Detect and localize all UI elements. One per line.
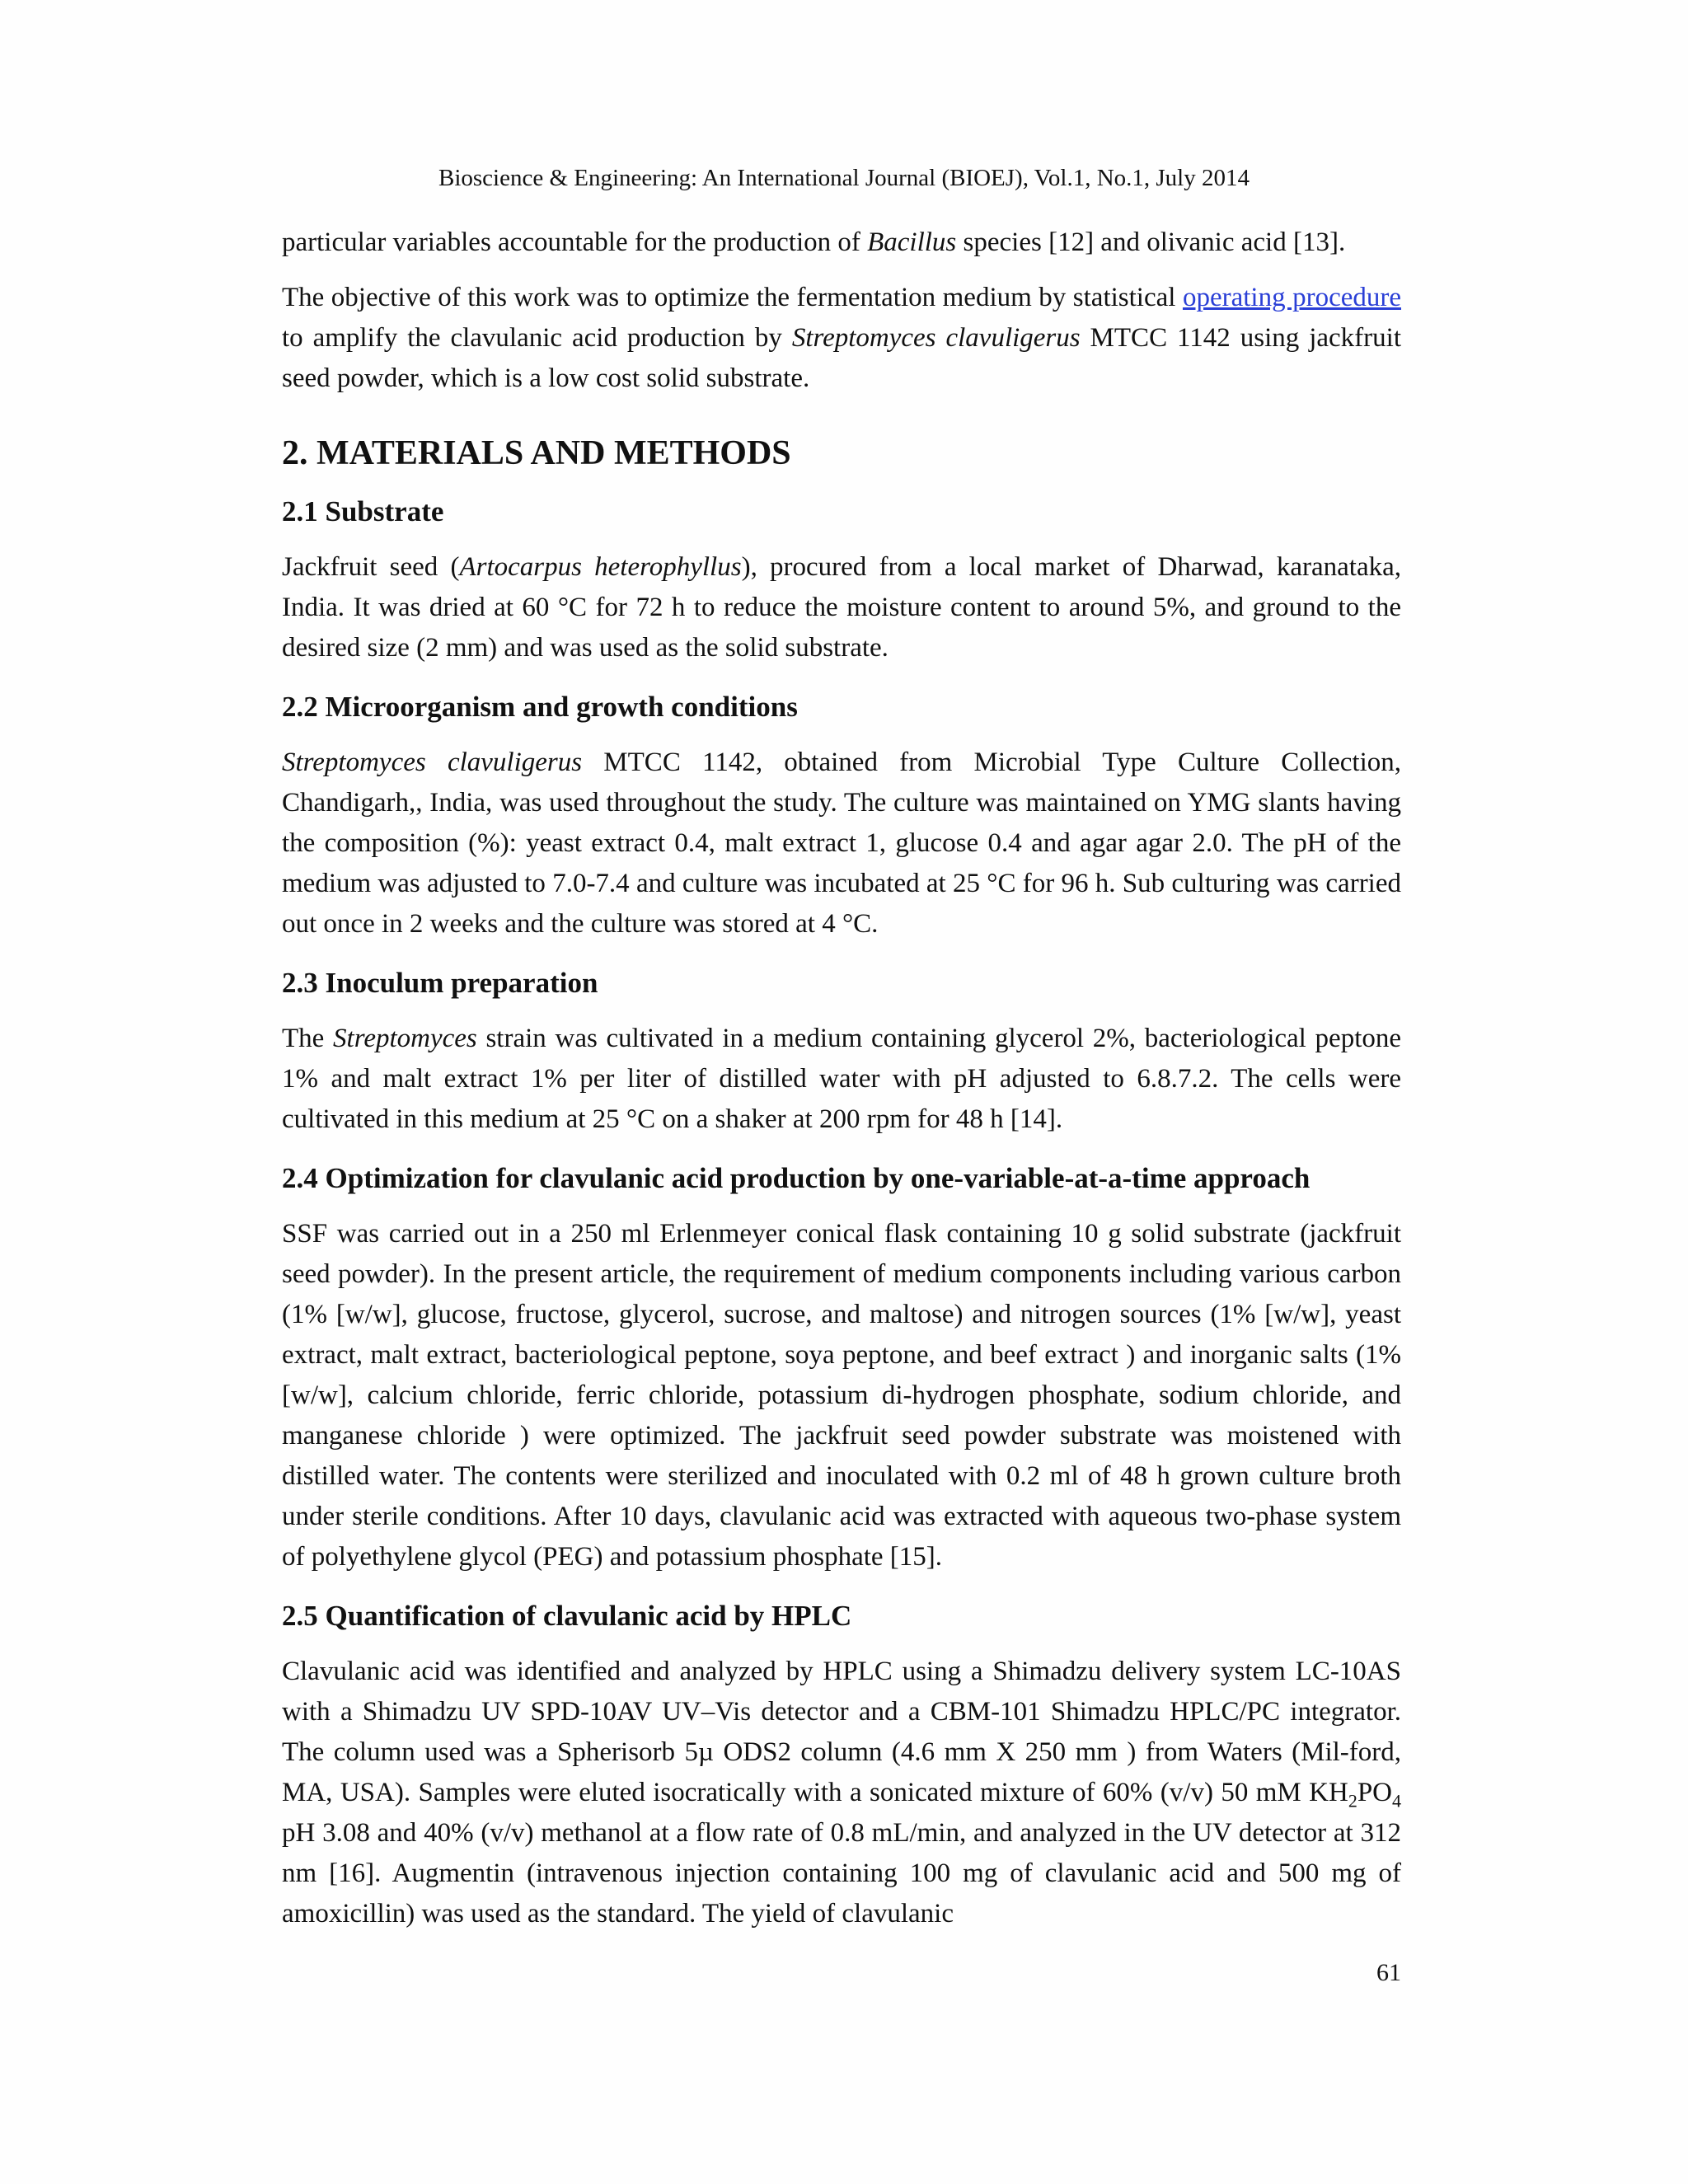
- italic-term: Bacillus: [867, 227, 957, 257]
- subscript: 2: [1348, 1790, 1357, 1811]
- page-number: 61: [1376, 1959, 1401, 1986]
- running-head: Bioscience & Engineering: An International Journal (BIOEJ), Vol.1, No.1, July 2014: [438, 165, 1250, 191]
- paragraph-objective: [282, 278, 1401, 399]
- text: pH 3.08 and 40% (v/v) methanol at a flow rate of 0.8 mL/min, and analyzed in the UV detector at 312 nm [16]. Augmentin (intravenous injection containing 100 mg of clavulanic acid and 500 mg of amoxicillin) was used as the standard. The yield of clavulanic: [282, 1818, 1401, 1929]
- text: MTCC 1142 using jackfruit seed powder, which is a low cost solid substrate.: [282, 323, 1401, 393]
- paragraph-optimization: SSF was carried out in a 250 ml Erlenmeyer conical flask containing 10 g solid substrate (jackfruit seed powder). In the present article, the requirement of medium components including various carbon (1% [w/w], glucose, fructose, glycerol, sucrose, and maltose) and nitrogen sources (1% [w/w], yeast extract, malt extract, bacteriological peptone, soya peptone, and beef extract ) and inorganic salts (1% [w/w], calcium chloride, ferric chloride, potassium di-hydrogen phosphate, sodium chloride, and manganese chloride ) were optimized. The jackfruit seed powder substrate was moistened with distilled water. The contents were sterilized and inoculated with 0.2 ml of 48 h grown culture broth under sterile conditions. After 10 days, clavulanic acid was extracted with aqueous two-phase system of polyethylene glycol (PEG) and potassium phosphate [15].: [282, 1219, 1401, 1572]
- text: to amplify the clavulanic acid production by: [282, 323, 792, 353]
- text: strain was cultivated in a medium containing glycerol 2%, bacteriological peptone 1% and malt extract 1% per liter of distilled water with pH adjusted to 6.8.7.2. The cells were cultivated in this medium at 25 °C on a shaker at 200 rpm for 48 h [14].: [282, 1024, 1402, 1134]
- paragraph-intro-end: [282, 223, 1401, 263]
- text: PO: [1357, 1778, 1392, 1807]
- text: particular variables accountable for the production of: [282, 227, 868, 257]
- text: ), procured from a local market of Dharwad, karanataka, India. It was dried at 60 °C for 72 h to reduce the moisture content to around 5%, and ground to the desired size (2 mm) and was used as the solid substrate.: [282, 552, 1402, 663]
- text: The objective of this work was to optimize the fermentation medium by statistical: [282, 283, 1183, 312]
- italic-term: Streptomyces: [333, 1024, 477, 1053]
- page-content: [282, 223, 1401, 1934]
- subscript: 4: [1392, 1790, 1401, 1811]
- text: MTCC 1142, obtained from Microbial Type Culture Collection, Chandigarh,, India, was used throughout the study. The culture was maintained on YMG slants having the composition (%): yeast extract 0.4, malt extract 1, glucose 0.4 and agar agar 2.0. The pH of the medium was adjusted to 7.0-7.4 and culture was incubated at 25 °C for 96 h. Sub culturing was carried out once in 2 weeks and the culture was stored at 4 °C.: [282, 748, 1401, 939]
- text: Jackfruit seed (: [282, 552, 460, 582]
- subsection-heading-inoculum: 2.3 Inoculum preparation: [282, 967, 598, 999]
- italic-term: Streptomyces clavuligerus: [791, 323, 1081, 353]
- section-heading-materials-methods: 2. MATERIALS AND METHODS: [282, 434, 791, 472]
- subsection-heading-substrate: 2.1 Substrate: [282, 495, 444, 527]
- text: The: [282, 1024, 334, 1053]
- subsection-heading-optimization: 2.4 Optimization for clavulanic acid production by one-variable-at-a-time approach: [282, 1162, 1311, 1194]
- subsection-heading-microorganism: 2.2 Microorganism and growth conditions: [282, 691, 798, 723]
- paragraph-microorganism: [282, 743, 1401, 944]
- operating-procedure-link[interactable]: operating procedure: [1182, 283, 1401, 312]
- paragraph-inoculum: [282, 1019, 1401, 1140]
- italic-term: Streptomyces clavuligerus: [282, 748, 583, 777]
- paragraph-substrate: [282, 547, 1401, 668]
- text: species [12] and olivanic acid [13].: [956, 227, 1346, 257]
- text: Clavulanic acid was identified and analyzed by HPLC using a Shimadzu delivery system LC-10AS with a Shimadzu UV SPD-10AV UV–Vis detector and a CBM-101 Shimadzu HPLC/PC integrator. The column used was a Spherisorb 5µ ODS2 column (4.6 mm X 250 mm ) from Waters (Mil-ford, MA, USA). Samples were eluted isocratically with a sonicated mixture of 60% (v/v) 50 mM KH: [282, 1657, 1401, 1807]
- italic-term: Artocarpus heterophyllus: [459, 552, 742, 582]
- paragraph-hplc: [282, 1652, 1401, 1934]
- subsection-heading-hplc: 2.5 Quantification of clavulanic acid by HPLC: [282, 1600, 852, 1632]
